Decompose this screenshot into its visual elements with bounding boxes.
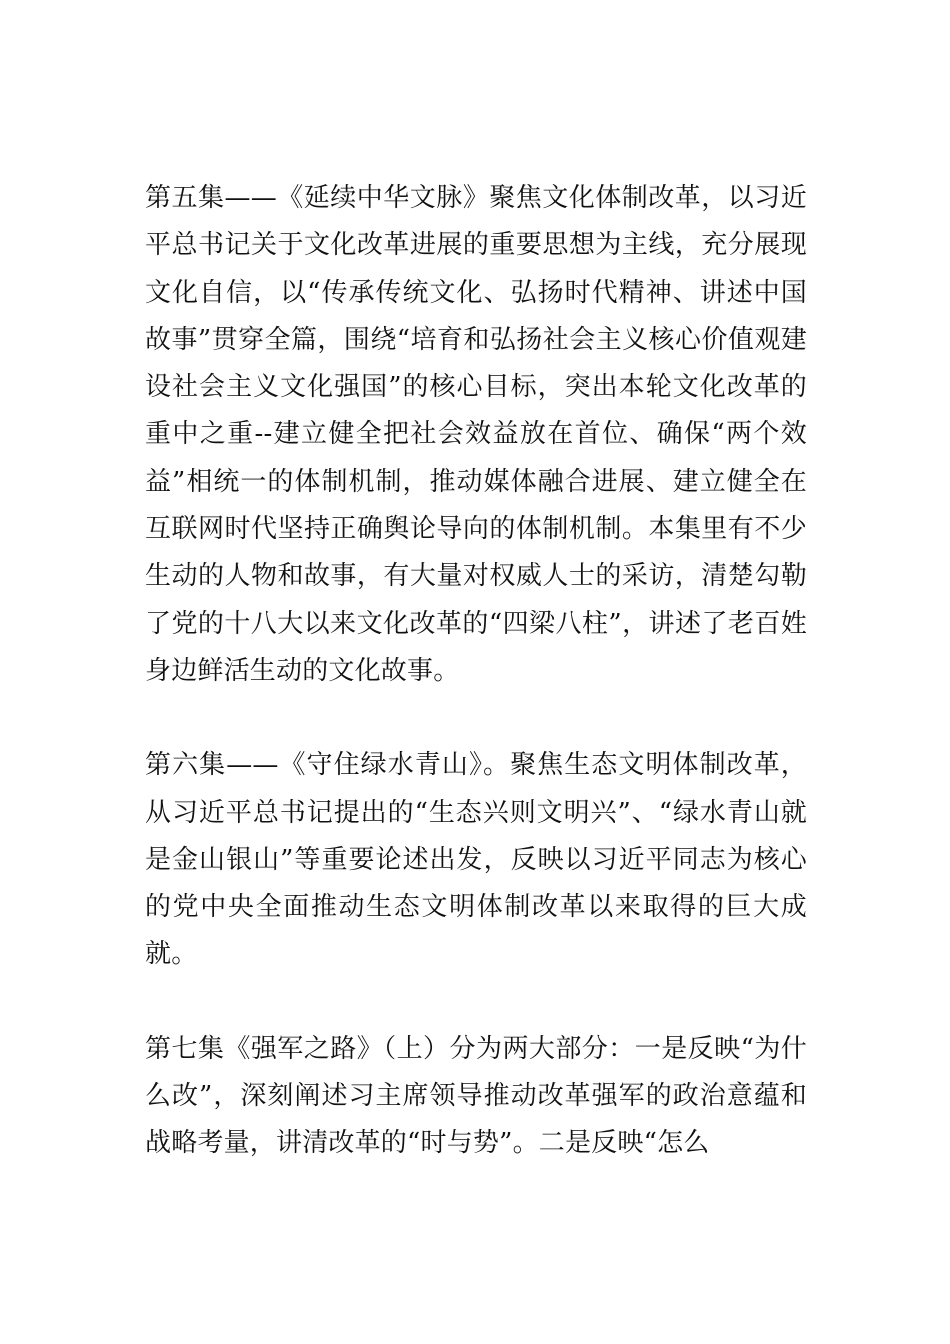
paragraph-episode-7: 第七集《强军之路》（上）分为两大部分：一是反映“为什么改”，深刻阐述习主席领导推动改革强军的政治意蕴和战略考量，讲清改革的“时与势”。二是反映“怎么 bbox=[145, 1033, 807, 1159]
paragraph-episode-6: 第六集——《守住绿水青山》。聚焦生态文明体制改革，从习近平总书记提出的“生态兴则文明兴”、“绿水青山就是金山银山”等重要论述出发，反映以习近平同志为核心的党中央全面推动生态文明体制改革以来取得的巨大成就。 bbox=[145, 750, 807, 970]
paragraph-episode-5: 第五集——《延续中华文脉》聚焦文化体制改革，以习近平总书记关于文化改革进展的重要思想为主线，充分展现文化自信，以“传承传统文化、弘扬时代精神、讲述中国故事”贯穿全篇，围绕“培育和弘扬社会主义核心价值观建设社会主义文化强国”的核心目标，突出本轮文化改革的重中之重--建立健全把社会效益放在首位、确保“两个效益”相统一的体制机制，推动媒体融合进展、建立健全在互联网时代坚持正确舆论导向的体制机制。本集里有不少生动的人物和故事，有大量对权威人士的采访，清楚勾勒了党的十八大以来文化改革的“四梁八柱”，讲述了老百姓身边鲜活生动的文化故事。 bbox=[145, 183, 807, 686]
document-body bbox=[145, 175, 807, 1168]
